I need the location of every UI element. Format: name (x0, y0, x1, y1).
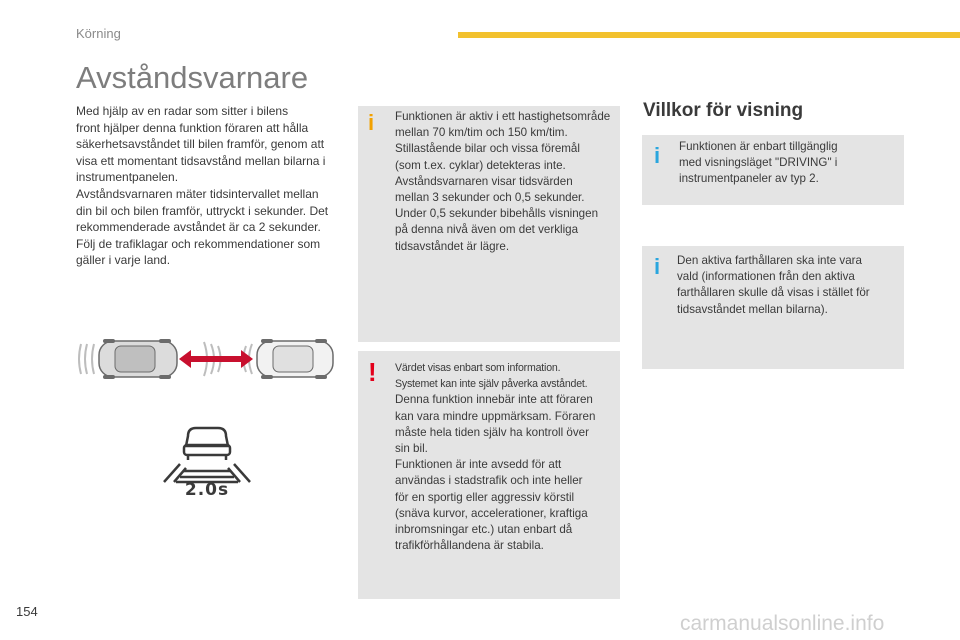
condition-line: Den aktiva farthållaren ska inte vara (677, 254, 862, 267)
info-icon: i (654, 254, 661, 279)
distance-arrow (179, 350, 253, 368)
intro-line: front hjälper denna funktion föraren att hålla (76, 120, 309, 135)
info-line: Stillastående bilar och vissa föremål (395, 142, 580, 156)
warning-small-line: Systemet kan inte själv påverka avståndet. (395, 378, 588, 391)
intro-line: din bil och bilen framför, uttryckt i sekunder. Det (76, 203, 329, 218)
rear-car (99, 339, 177, 379)
section-label: Körning (76, 26, 121, 41)
info-box-speed (358, 106, 620, 342)
warning-line: inbromsningar etc.) utan enbart då (395, 523, 573, 537)
car-distance-illustration (75, 336, 343, 382)
info-line: tidsavståndet är lägre. (395, 239, 510, 253)
info-box-text (395, 109, 617, 255)
road-car-icon (158, 424, 256, 484)
page-title: Avståndsvarnare (76, 60, 309, 95)
page-number: 154 (16, 604, 38, 619)
intro-line: Följ de trafiklagar och rekommendationer som (76, 236, 321, 251)
intro-line: gäller i varje land. (76, 253, 171, 268)
info-box-cruise-control (642, 246, 904, 369)
info-line: Under 0,5 sekunder bibehålls visningen (395, 207, 599, 221)
info-line: (som t.ex. cyklar) detekteras inte. (395, 158, 566, 172)
info-line: Avståndsvarnaren visar tidsvärden (395, 174, 573, 188)
intro-line: säkerhetsavståndet till bilen framför, genom att (76, 137, 325, 152)
warning-icon: ! (368, 357, 377, 387)
condition-line: tidsavståndet mellan bilarna). (677, 302, 828, 316)
info-line: på denna nivå även om det verkliga (395, 223, 579, 237)
conditions-title: Villkor för visning (643, 100, 804, 121)
warning-line: (snäva kurvor, accelerationer, kraftiga (395, 506, 588, 520)
info-box-cruise-text (677, 253, 899, 318)
header-accent-bar (458, 32, 960, 38)
info-line: Funktionen är aktiv i ett hastighetsområde (395, 110, 611, 123)
warning-line: för en sportig eller aggressiv körstil (395, 490, 575, 504)
distance-value: 2.0s (184, 480, 230, 500)
warning-line: Denna funktion innebär inte att föraren (395, 393, 593, 407)
intro-line: instrumentpanelen. (76, 170, 179, 185)
warning-line: sin bil. (395, 442, 428, 456)
warning-box (358, 351, 620, 599)
warning-line: kan vara mindre uppmärksam. Föraren (395, 409, 596, 423)
info-box-driving-text (679, 139, 899, 188)
distance-display-illustration (158, 424, 256, 502)
warning-line: trafikförhållandena är stabila. (395, 539, 544, 553)
info-icon: i (368, 110, 375, 135)
warning-line: Funktionen är inte avsedd för att (395, 458, 562, 472)
front-car (257, 339, 333, 379)
condition-line: vald (informationen från den aktiva (677, 270, 855, 284)
condition-line: farthållaren skulle då visas i stället för (677, 286, 870, 300)
intro-line: Med hjälp av en radar som sitter i bilens (76, 104, 289, 118)
intro-line: rekommenderade avståndet är ca 2 sekunder. (76, 220, 321, 235)
warning-line: måste hela tiden själv ha kontroll över (395, 425, 589, 439)
condition-line: instrumentpaneler av typ 2. (679, 172, 819, 186)
intro-line: visa ett momentant tidsavstånd mellan bilarna i (76, 153, 326, 168)
info-box-driving-mode (642, 135, 904, 205)
intro-text (76, 103, 342, 269)
intro-line: Avståndsvarnaren mäter tidsintervallet mellan (76, 186, 319, 201)
condition-line: med visningsläget "DRIVING" i (679, 156, 838, 170)
watermark: carmanualsonline.info (680, 612, 885, 635)
warning-small-line: Värdet visas enbart som information. (395, 362, 561, 374)
info-icon: i (654, 143, 661, 168)
condition-line: Funktionen är enbart tillgänglig (679, 140, 838, 153)
warning-box-text (395, 360, 617, 554)
warning-line: användas i stadstrafik och inte heller (395, 474, 583, 488)
info-line: mellan 70 km/tim och 150 km/tim. (395, 126, 568, 140)
info-line: mellan 3 sekunder och 0,5 sekunder. (395, 191, 585, 205)
